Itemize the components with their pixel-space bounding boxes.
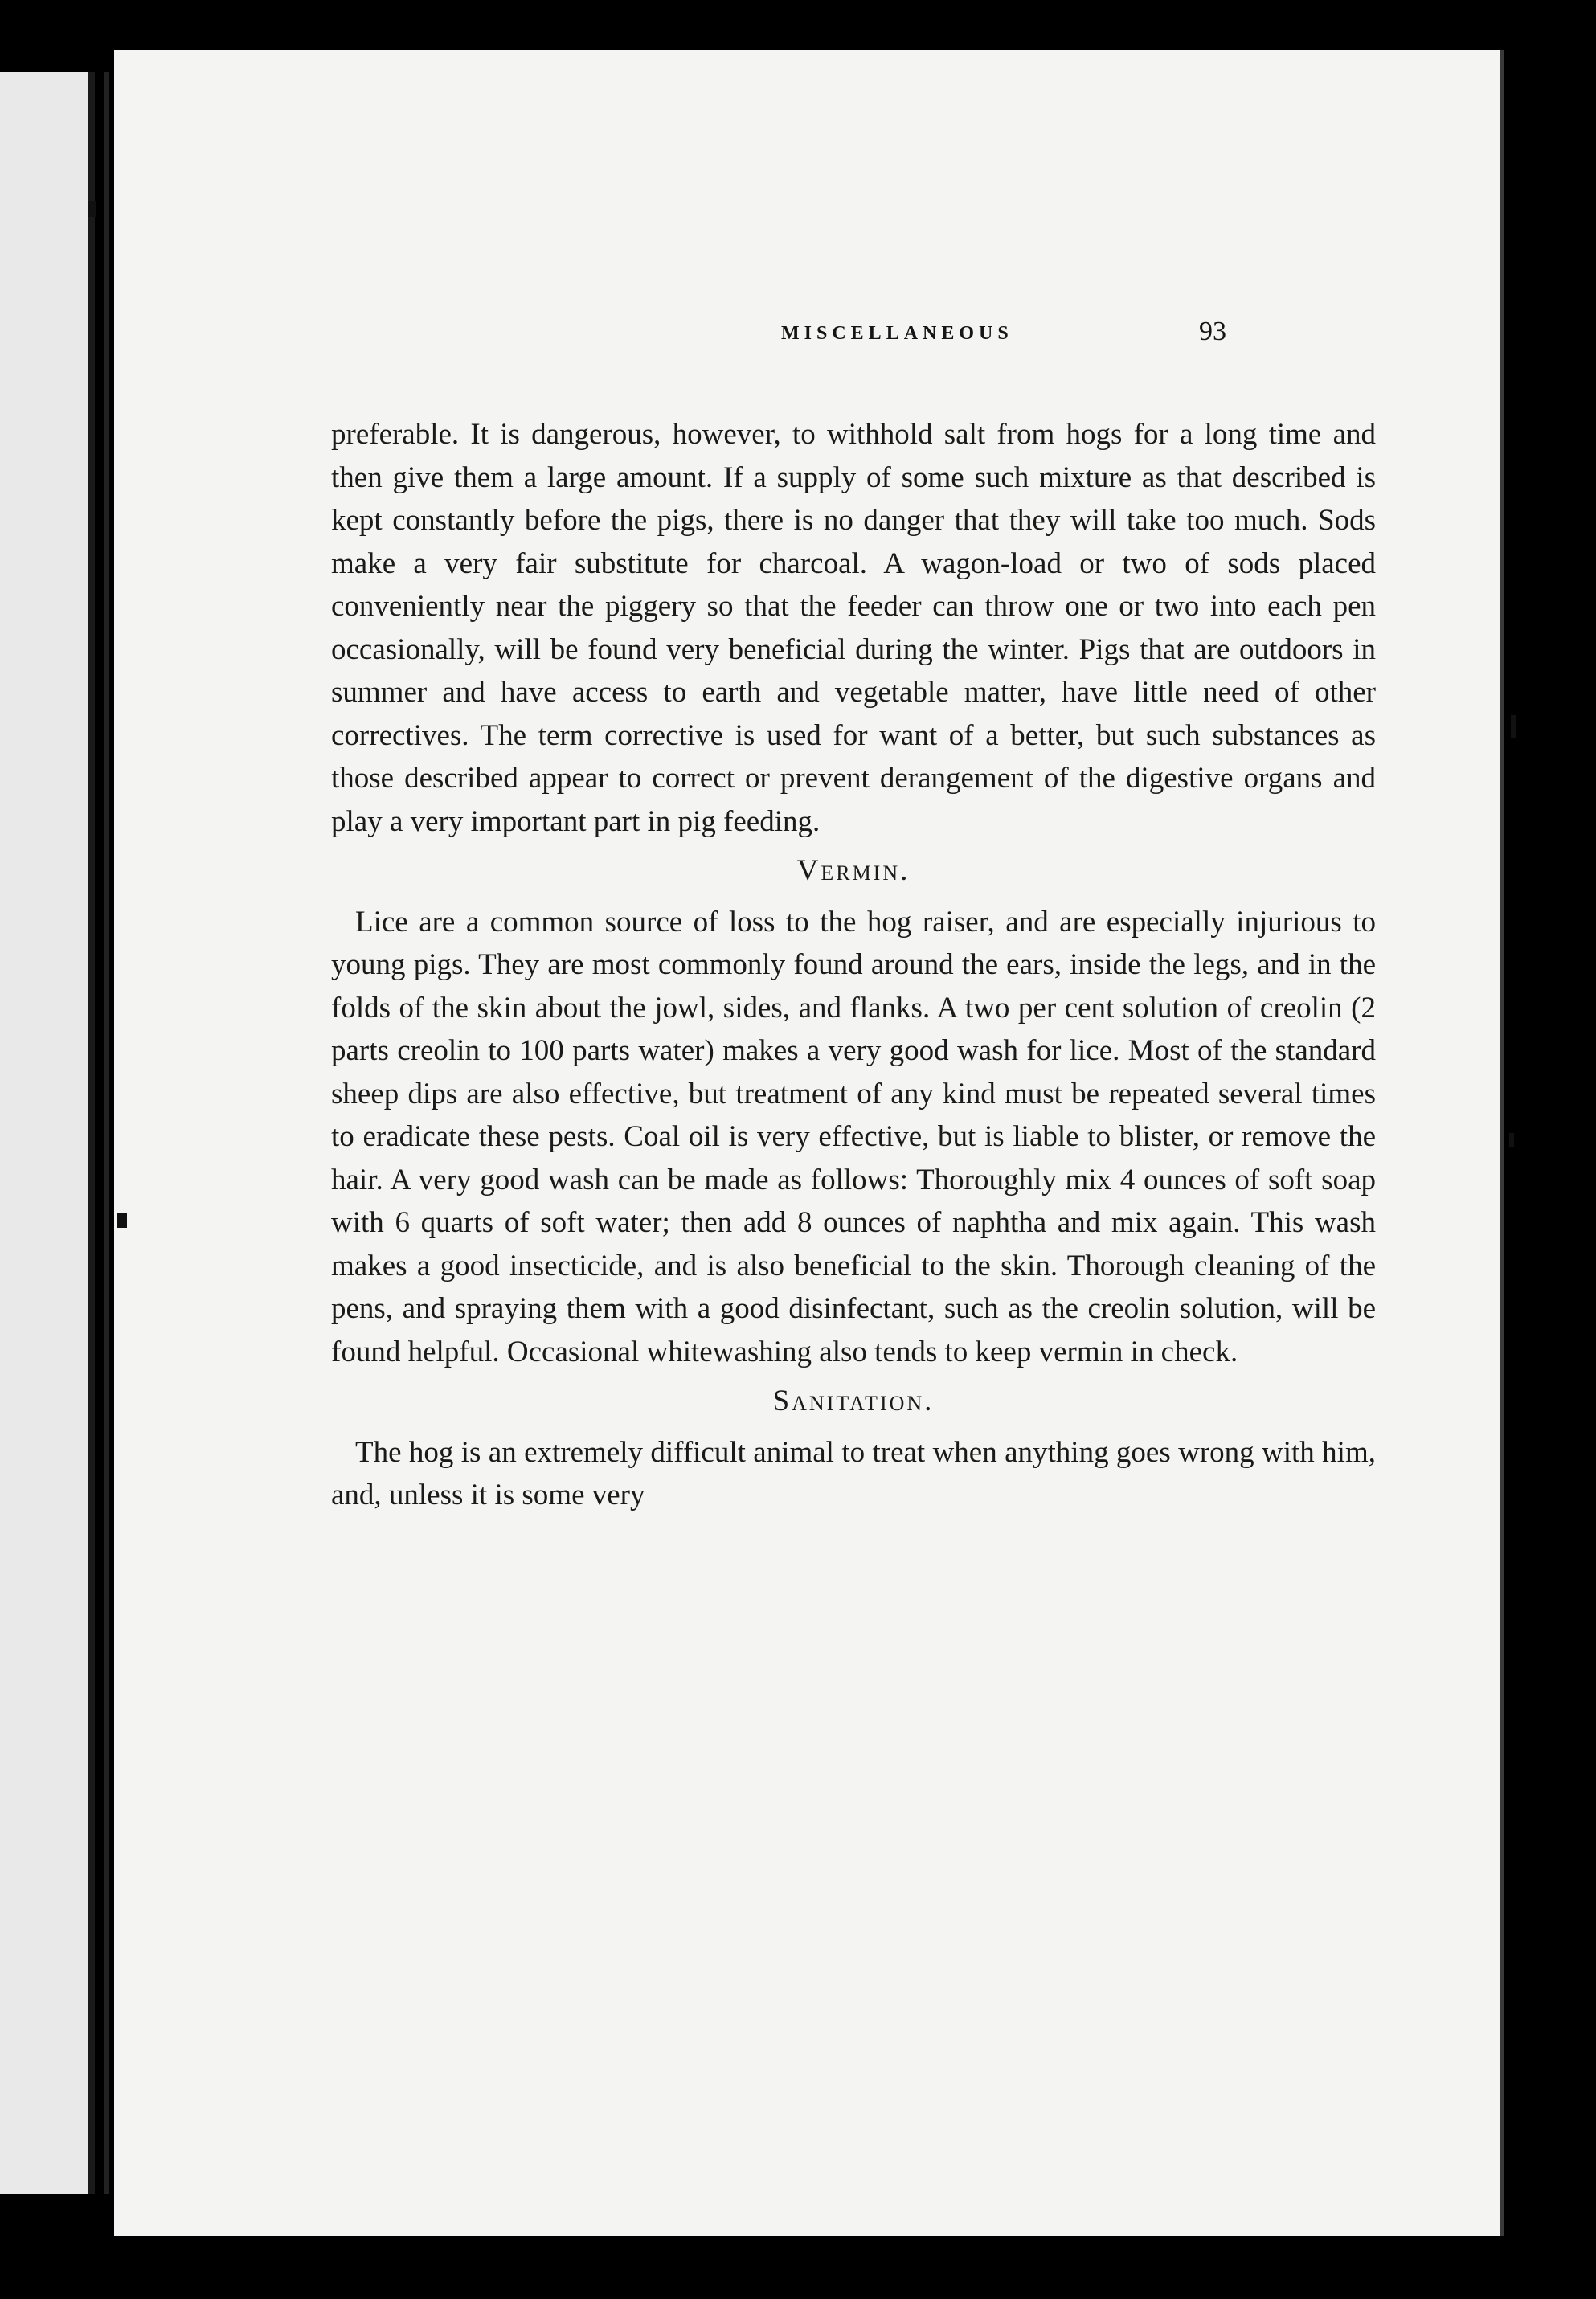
scan-speck [88,201,96,217]
book-page [114,50,1500,2236]
page-right-edge [1500,50,1504,2236]
scan-speck [117,1213,127,1228]
page-header [114,317,1500,371]
facing-page-edge [0,72,95,2194]
paragraph-salt-charcoal: preferable. It is dangerous, however, to withhold salt from hogs for a long time and then give them a large amount. If a supply of some such mixture as that described is kept constantly before the pigs, there is no danger that they will take too much. Sods make a very fair substitute for charcoal. A wagon-load or two of sods placed conveniently near the piggery so that the feeder can throw one or two into each pen occasionally, will be found very beneficial during the winter. Pigs that are outdoors in summer and have access to earth and vegetable matter, have little need of other correctives. The term corrective is used for want of a better, but such substances as those described appear to correct or prevent derangement of the digestive organs and play a very important part in pig feeding. [331,418,1376,838]
section-heading-vermin: Vermin. [796,854,911,887]
section-heading-sanitation: Sanitation. [772,1385,935,1417]
running-head: MISCELLANEOUS [781,323,1013,344]
scan-speck [1511,715,1516,738]
page-body [331,413,1376,1517]
paragraph-vermin: Lice are a common source of loss to the hog raiser, and are especially injurious to young pigs. They are most commonly found around the ears, inside the legs, and in the folds of the skin about the jowl, sides, and flanks. A two per cent solution of creolin (2 parts creolin to 100 parts water) makes a very good wash for lice. Most of the standard sheep dips are also effective, but treatment of any kind must be repeated several times to eradicate these pests. Coal oil is very effective, but is liable to blister, or remove the hair. A very good wash can be made as follows: Thoroughly mix 4 ounces of soft soap with 6 quarts of soft water; then add 8 ounces of naphtha and mix again. This wash makes a good insecticide, and is also beneficial to the skin. Thorough cleaning of the pens, and spraying them with a good disinfectant, such as the creolin solution, will be found helpful. Occasional whitewashing also tends to keep vermin in check. [331,905,1376,1368]
gutter-shadow [104,72,109,2194]
scan-speck [1509,1133,1514,1147]
page-number: 93 [1199,317,1226,346]
facing-page-border [88,72,95,2194]
paragraph-sanitation: The hog is an extremely difficult animal to treat when anything goes wrong with him, and, unless it is some very [331,1435,1376,1512]
